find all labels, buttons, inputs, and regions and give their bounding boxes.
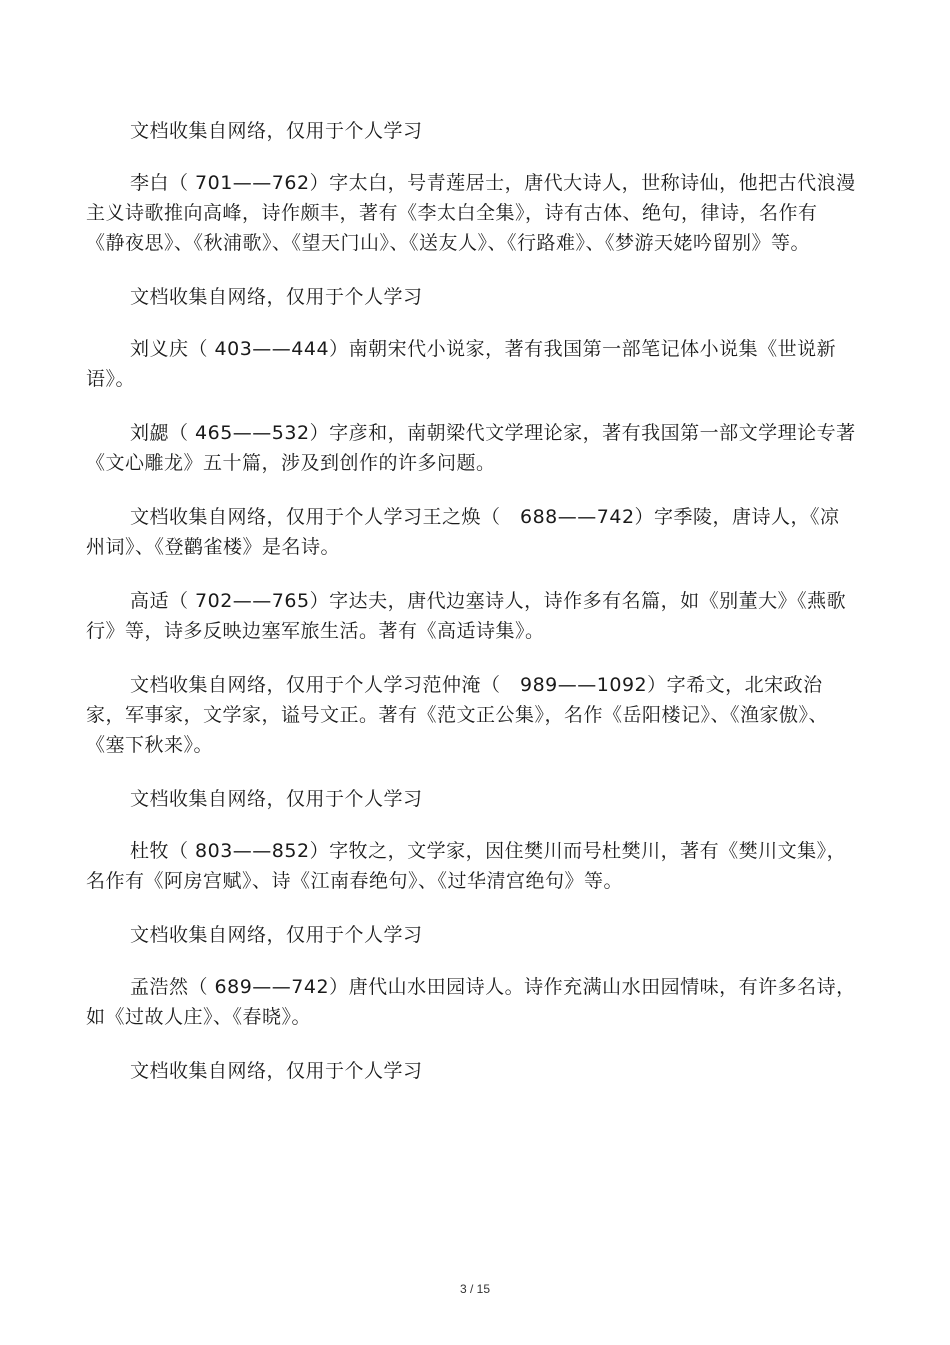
page-number: 3 / 15 [459,1282,491,1296]
paragraph-liu-xie: 刘勰（ 465——532）字彦和，南朝梁代文学理论家，著有我国第一部文学理论专著《文心雕龙》五十篇，涉及到创作的许多问题。 [86,422,856,474]
watermark-note: 文档收集自网络，仅用于个人学习 [130,924,423,946]
watermark-note: 文档收集自网络，仅用于个人学习 [130,788,423,810]
paragraph-gao-shi: 高适（ 702——765）字达夫，唐代边塞诗人，诗作多有名篇，如《别董大》《燕歌行》等，诗多反映边塞军旅生活。著有《高适诗集》。 [86,590,847,642]
paragraph-du-mu: 杜牧（ 803——852）字牧之，文学家，因住樊川而号杜樊川，著有《樊川文集》，名作有《阿房宫赋》、诗《江南春绝句》、《过华清宫绝句》等。 [86,840,847,892]
document-body [86,116,856,1108]
watermark-note: 文档收集自网络，仅用于个人学习 [130,1060,423,1082]
watermark-note: 文档收集自网络，仅用于个人学习 [130,286,423,308]
paragraph-wang-zhihuan: 文档收集自网络，仅用于个人学习王之焕（ 688——742）字季陵，唐诗人，《凉州词》、《登鹳雀楼》是名诗。 [86,506,840,558]
paragraph-li-bai: 李白（ 701——762）字太白，号青莲居士，唐代大诗人，世称诗仙，他把古代浪漫主义诗歌推向高峰，诗作颇丰，著有《李太白全集》，诗有古体、绝句，律诗，名作有《静夜思》、《秋浦歌》、《望天门山》、《送友人》、《行路难》、《梦游天姥吟留别》等。 [86,172,856,254]
watermark-note: 文档收集自网络，仅用于个人学习 [130,120,423,142]
paragraph-meng-haoran: 孟浩然（ 689——742）唐代山水田园诗人。诗作充满山水田园情味，有许多名诗，如《过故人庄》、《春晓》。 [86,976,856,1028]
paragraph-liu-yiqing: 刘义庆（ 403——444）南朝宋代小说家，著有我国第一部笔记体小说集《世说新语》。 [86,338,837,390]
paragraph-fan-zhongyan: 文档收集自网络，仅用于个人学习范仲淹（ 989——1092）字希文，北宋政治家，军事家，文学家，谥号文正。著有《范文正公集》，名作《岳阳楼记》、《渔家傲》、《塞下秋来》。 [86,674,829,756]
